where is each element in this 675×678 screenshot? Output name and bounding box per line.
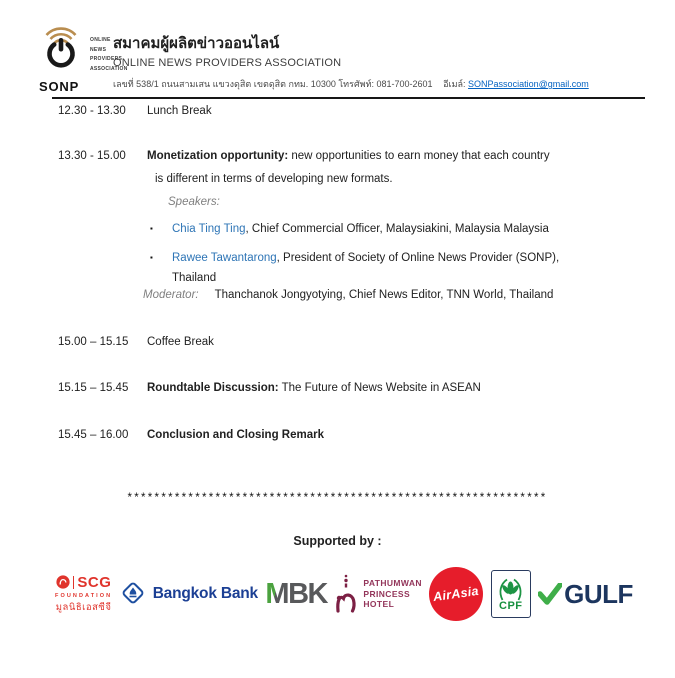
- gulf-check-icon: [538, 583, 562, 605]
- scg-divider-bar: [73, 576, 75, 589]
- pathumwan-princess-logo: [334, 573, 422, 615]
- cpf-wordmark: CPF: [499, 600, 523, 612]
- mbk-bk-letters: BK: [288, 577, 327, 610]
- speaker-list-item: [150, 248, 559, 288]
- logo-side-line: ONLINE: [90, 37, 111, 43]
- airasia-wordmark: AirAsia: [432, 583, 481, 605]
- header-divider-rule: [52, 97, 645, 99]
- mbk-logo: [265, 578, 327, 611]
- org-address-line: [113, 77, 589, 91]
- scg-elephant-icon: [56, 575, 70, 589]
- agenda-row-monetization: [58, 149, 550, 186]
- agenda-row-coffee: [58, 335, 214, 349]
- agenda-text: The Future of News Website in ASEAN: [278, 382, 481, 394]
- speaker-entry: [172, 219, 549, 239]
- logo-side-line: PROVIDERS: [90, 56, 123, 62]
- scg-foundation-text: FOUNDATION: [55, 592, 113, 599]
- agenda-content: [147, 381, 481, 395]
- org-title-thai: สมาคมผู้ผลิตข่าวออนไลน์: [113, 35, 280, 52]
- agenda-time: 12.30 - 13.30: [58, 105, 126, 117]
- agenda-text-line2: is different in terms of developing new formats.: [155, 173, 393, 185]
- email-link[interactable]: SONPassociation@gmail.com: [468, 79, 589, 89]
- pathumwan-text: [363, 578, 422, 610]
- pathumwan-crest-icon: [334, 573, 358, 615]
- mbk-m-letter: M: [265, 577, 289, 610]
- agenda-time: 15.15 – 15.45: [58, 382, 129, 394]
- cpf-wreath-icon: [497, 576, 524, 602]
- pathumwan-line: PRINCESS: [363, 588, 411, 599]
- bangkok-bank-lotus-icon: [120, 579, 147, 609]
- speaker-entry: [172, 248, 559, 288]
- scg-foundation-logo: [55, 574, 112, 615]
- scg-thai-text: มูลนิธิเอสซีจี: [55, 601, 112, 613]
- speaker-name-link[interactable]: Chia Ting Ting: [172, 223, 246, 235]
- speaker-desc: , President of Society of Online News Provider (SONP),: [276, 252, 560, 264]
- agenda-row-conclusion: [58, 428, 324, 442]
- speakers-label: Speakers:: [168, 196, 220, 208]
- moderator-row: [143, 289, 553, 301]
- logo-acronym: SONP: [39, 79, 80, 94]
- gulf-wordmark: GULF: [564, 578, 633, 609]
- agenda-content: [147, 149, 550, 186]
- logo-side-line: ASSOCIATION: [90, 65, 128, 72]
- agenda-title: Coffee Break: [147, 336, 214, 348]
- bullet-icon: [150, 248, 172, 288]
- org-title-english: ONLINE NEWS PROVIDERS ASSOCIATION: [113, 57, 342, 69]
- moderator-label: Moderator:: [143, 289, 199, 301]
- airasia-logo: [429, 567, 483, 621]
- agenda-title: Lunch Break: [147, 105, 212, 117]
- agenda-row-roundtable: [58, 381, 481, 395]
- cpf-logo: [491, 570, 531, 618]
- speaker-list-item: [150, 219, 549, 239]
- speaker-desc-line2: Thailand: [172, 272, 217, 284]
- agenda-title-bold: Monetization opportunity:: [147, 150, 289, 162]
- agenda-title-bold: Roundtable Discussion:: [147, 382, 279, 394]
- speaker-name-link[interactable]: Rawee Tawantarong: [172, 252, 277, 264]
- address-text: เลขที่ 538/1 ถนนสามเสน แขวงดุสิต เขตดุสิต กทม. 10300 โทรศัพท์: 081-700-2601: [113, 79, 433, 89]
- agenda-title-bold: Conclusion and Closing Remark: [147, 429, 324, 441]
- scg-wordmark: SCG: [77, 573, 112, 591]
- pathumwan-line: HOTEL: [363, 599, 395, 610]
- bangkok-bank-logo: [120, 579, 258, 609]
- agenda-time: 15.00 – 15.15: [58, 336, 129, 348]
- agenda-time: 15.45 – 16.00: [58, 429, 129, 441]
- gulf-logo: [538, 579, 633, 610]
- asterisk-divider: **************************************************************: [127, 492, 548, 504]
- pathumwan-line: PATHUMWAN: [363, 578, 422, 589]
- moderator-text: Thanchanok Jongyotying, Chief News Editor, TNN World, Thailand: [214, 289, 554, 301]
- sonp-logo: [38, 27, 128, 97]
- supported-by-heading: Supported by :: [293, 534, 382, 548]
- bangkok-bank-wordmark: Bangkok Bank: [152, 585, 258, 602]
- bullet-icon: [150, 219, 172, 239]
- agenda-row-lunch: [58, 104, 212, 118]
- sponsor-logo-row: [55, 563, 633, 625]
- email-label: อีเมล์:: [443, 79, 466, 89]
- logo-side-line: NEWS: [90, 46, 107, 53]
- agenda-text: new opportunities to earn money that each country: [288, 150, 550, 162]
- sonp-power-icon: [38, 27, 84, 77]
- agenda-time: 13.30 - 15.00: [58, 150, 126, 162]
- speaker-desc: , Chief Commercial Officer, Malaysiakini, Malaysia Malaysia: [245, 223, 549, 235]
